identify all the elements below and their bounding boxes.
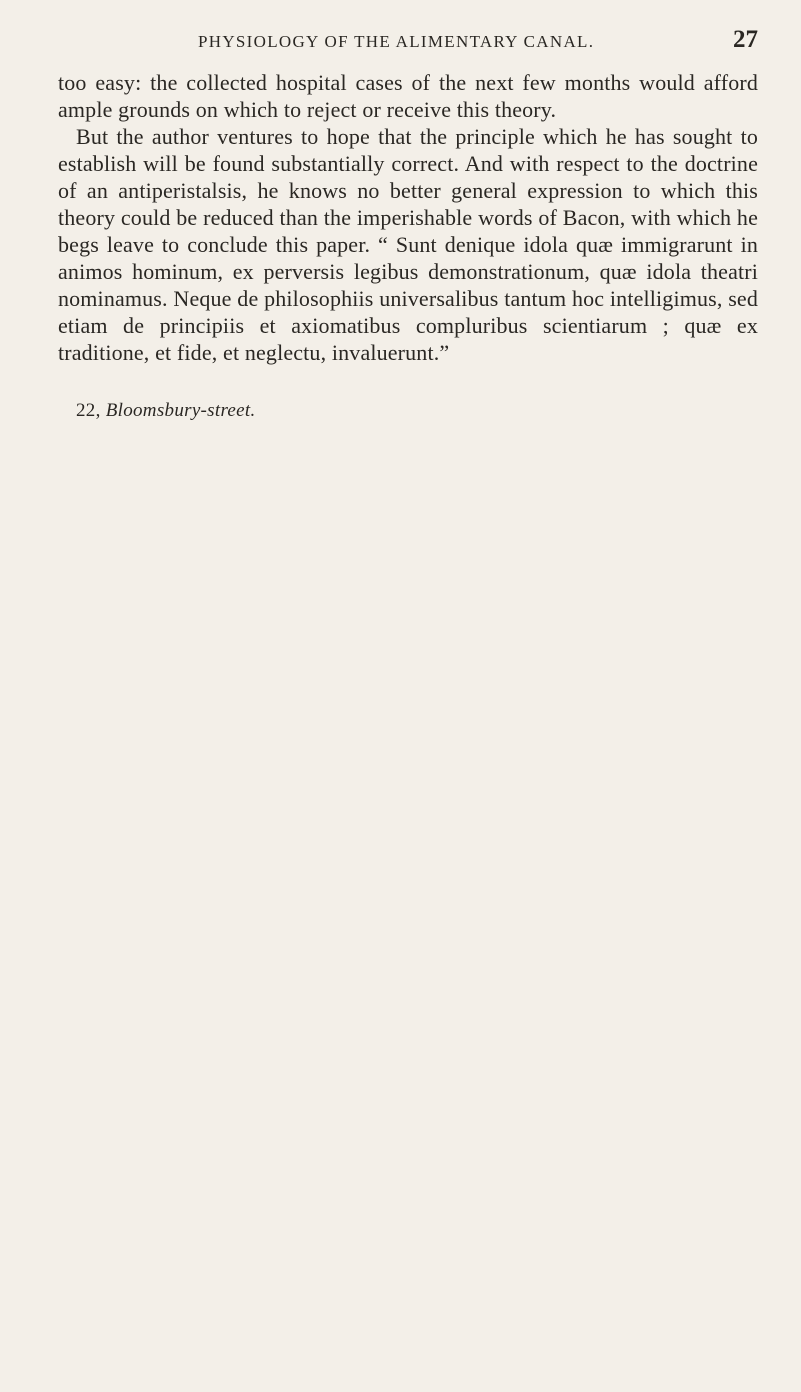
running-title: PHYSIOLOGY OF THE ALIMENTARY CANAL. (198, 32, 595, 51)
running-header (58, 28, 758, 62)
address-street: Bloomsbury-street. (105, 400, 256, 421)
author-address (76, 397, 758, 424)
page-content (58, 69, 758, 424)
page-number: 27 (733, 26, 758, 53)
paragraph-continuation: too easy: the collected hospital cases of the next few months would afford ample grounds on which to reject or receive this theory. (58, 70, 758, 122)
address-number: 22, (76, 400, 101, 421)
paragraph-conclusion: But the author ventures to hope that the principle which he has sought to establish will be found substantially correct. And with respect to the doctrine of an antiperistalsis, he knows no better general expression to which this theory could be reduced than the imperishable words of Bacon, with which he begs leave to conclude this paper. “ Sunt denique idola quæ immigrarunt in animos hominum, ex perversis legibus demonstrationum, quæ idola theatri nominamus. Neque de philosophiis universalibus tantum hoc intelligimus, sed etiam de principiis et axiomatibus compluribus scientiarum ; quæ ex traditione, et fide, et neglectu, invaluerunt.” (58, 124, 758, 365)
